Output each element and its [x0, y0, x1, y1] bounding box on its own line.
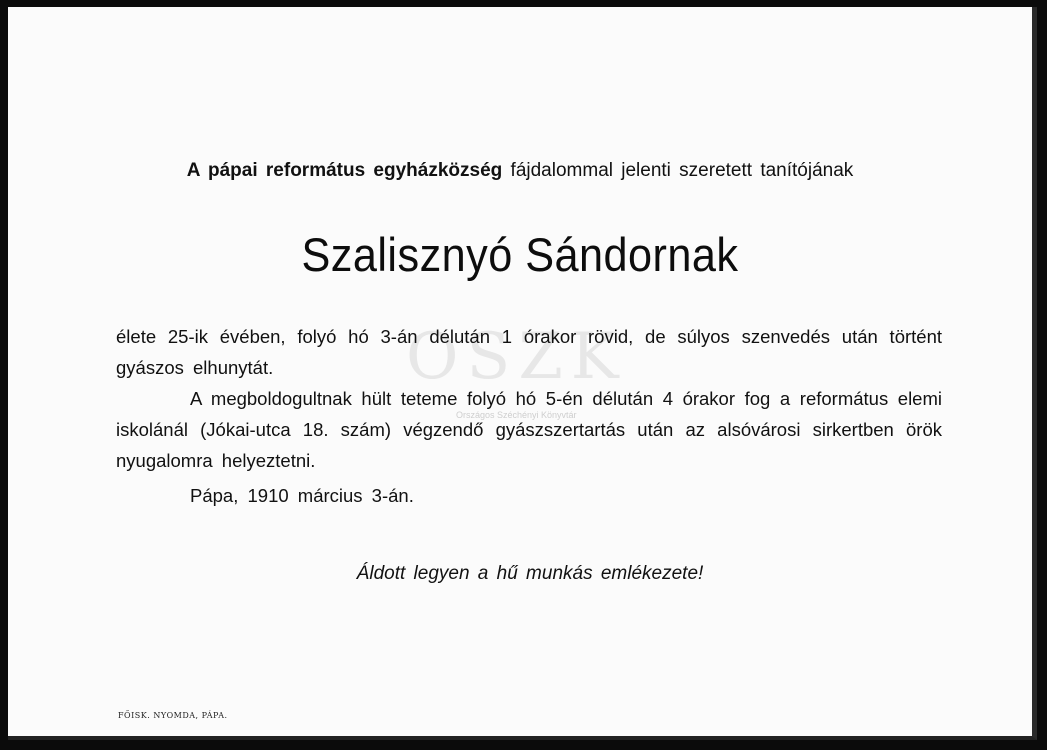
body-paragraph-2: A megboldogultnak hült teteme folyó hó 5-én délután 4 órakor fog a református elemi iskolánál (Jókai-utca 18. szám) végzendő gyászszertartás után az alsóvárosi sirkertben örök nyugalomra helyeztetni. — [116, 388, 942, 471]
header-text: fájdalommal jelenti szeretett tanítójának — [510, 160, 854, 181]
oszk-watermark-subtitle: Országos Széchényi Könyvtár — [456, 410, 577, 420]
oszk-watermark: OSZK — [406, 320, 627, 394]
deceased-name: Szalisznyó Sándornak — [301, 228, 739, 281]
memorial-motto: Áldott legyen a hű munkás emlékezete! — [356, 563, 704, 584]
notice-body — [116, 321, 942, 476]
printer-imprint: FŐISK. NYOMDA, PÁPA. — [118, 711, 228, 720]
notice-header — [8, 160, 1032, 182]
body-paragraph-1: élete 25-ik évében, folyó hó 3-án délután 1 órakor rövid, de súlyos szenvedés után történt gyászos elhunytát. — [116, 326, 942, 378]
notice-date: Pápa, 1910 március 3-án. — [190, 485, 414, 506]
issuer-name: A pápai református egyházközség — [186, 160, 503, 181]
death-notice-sheet — [8, 7, 1037, 740]
